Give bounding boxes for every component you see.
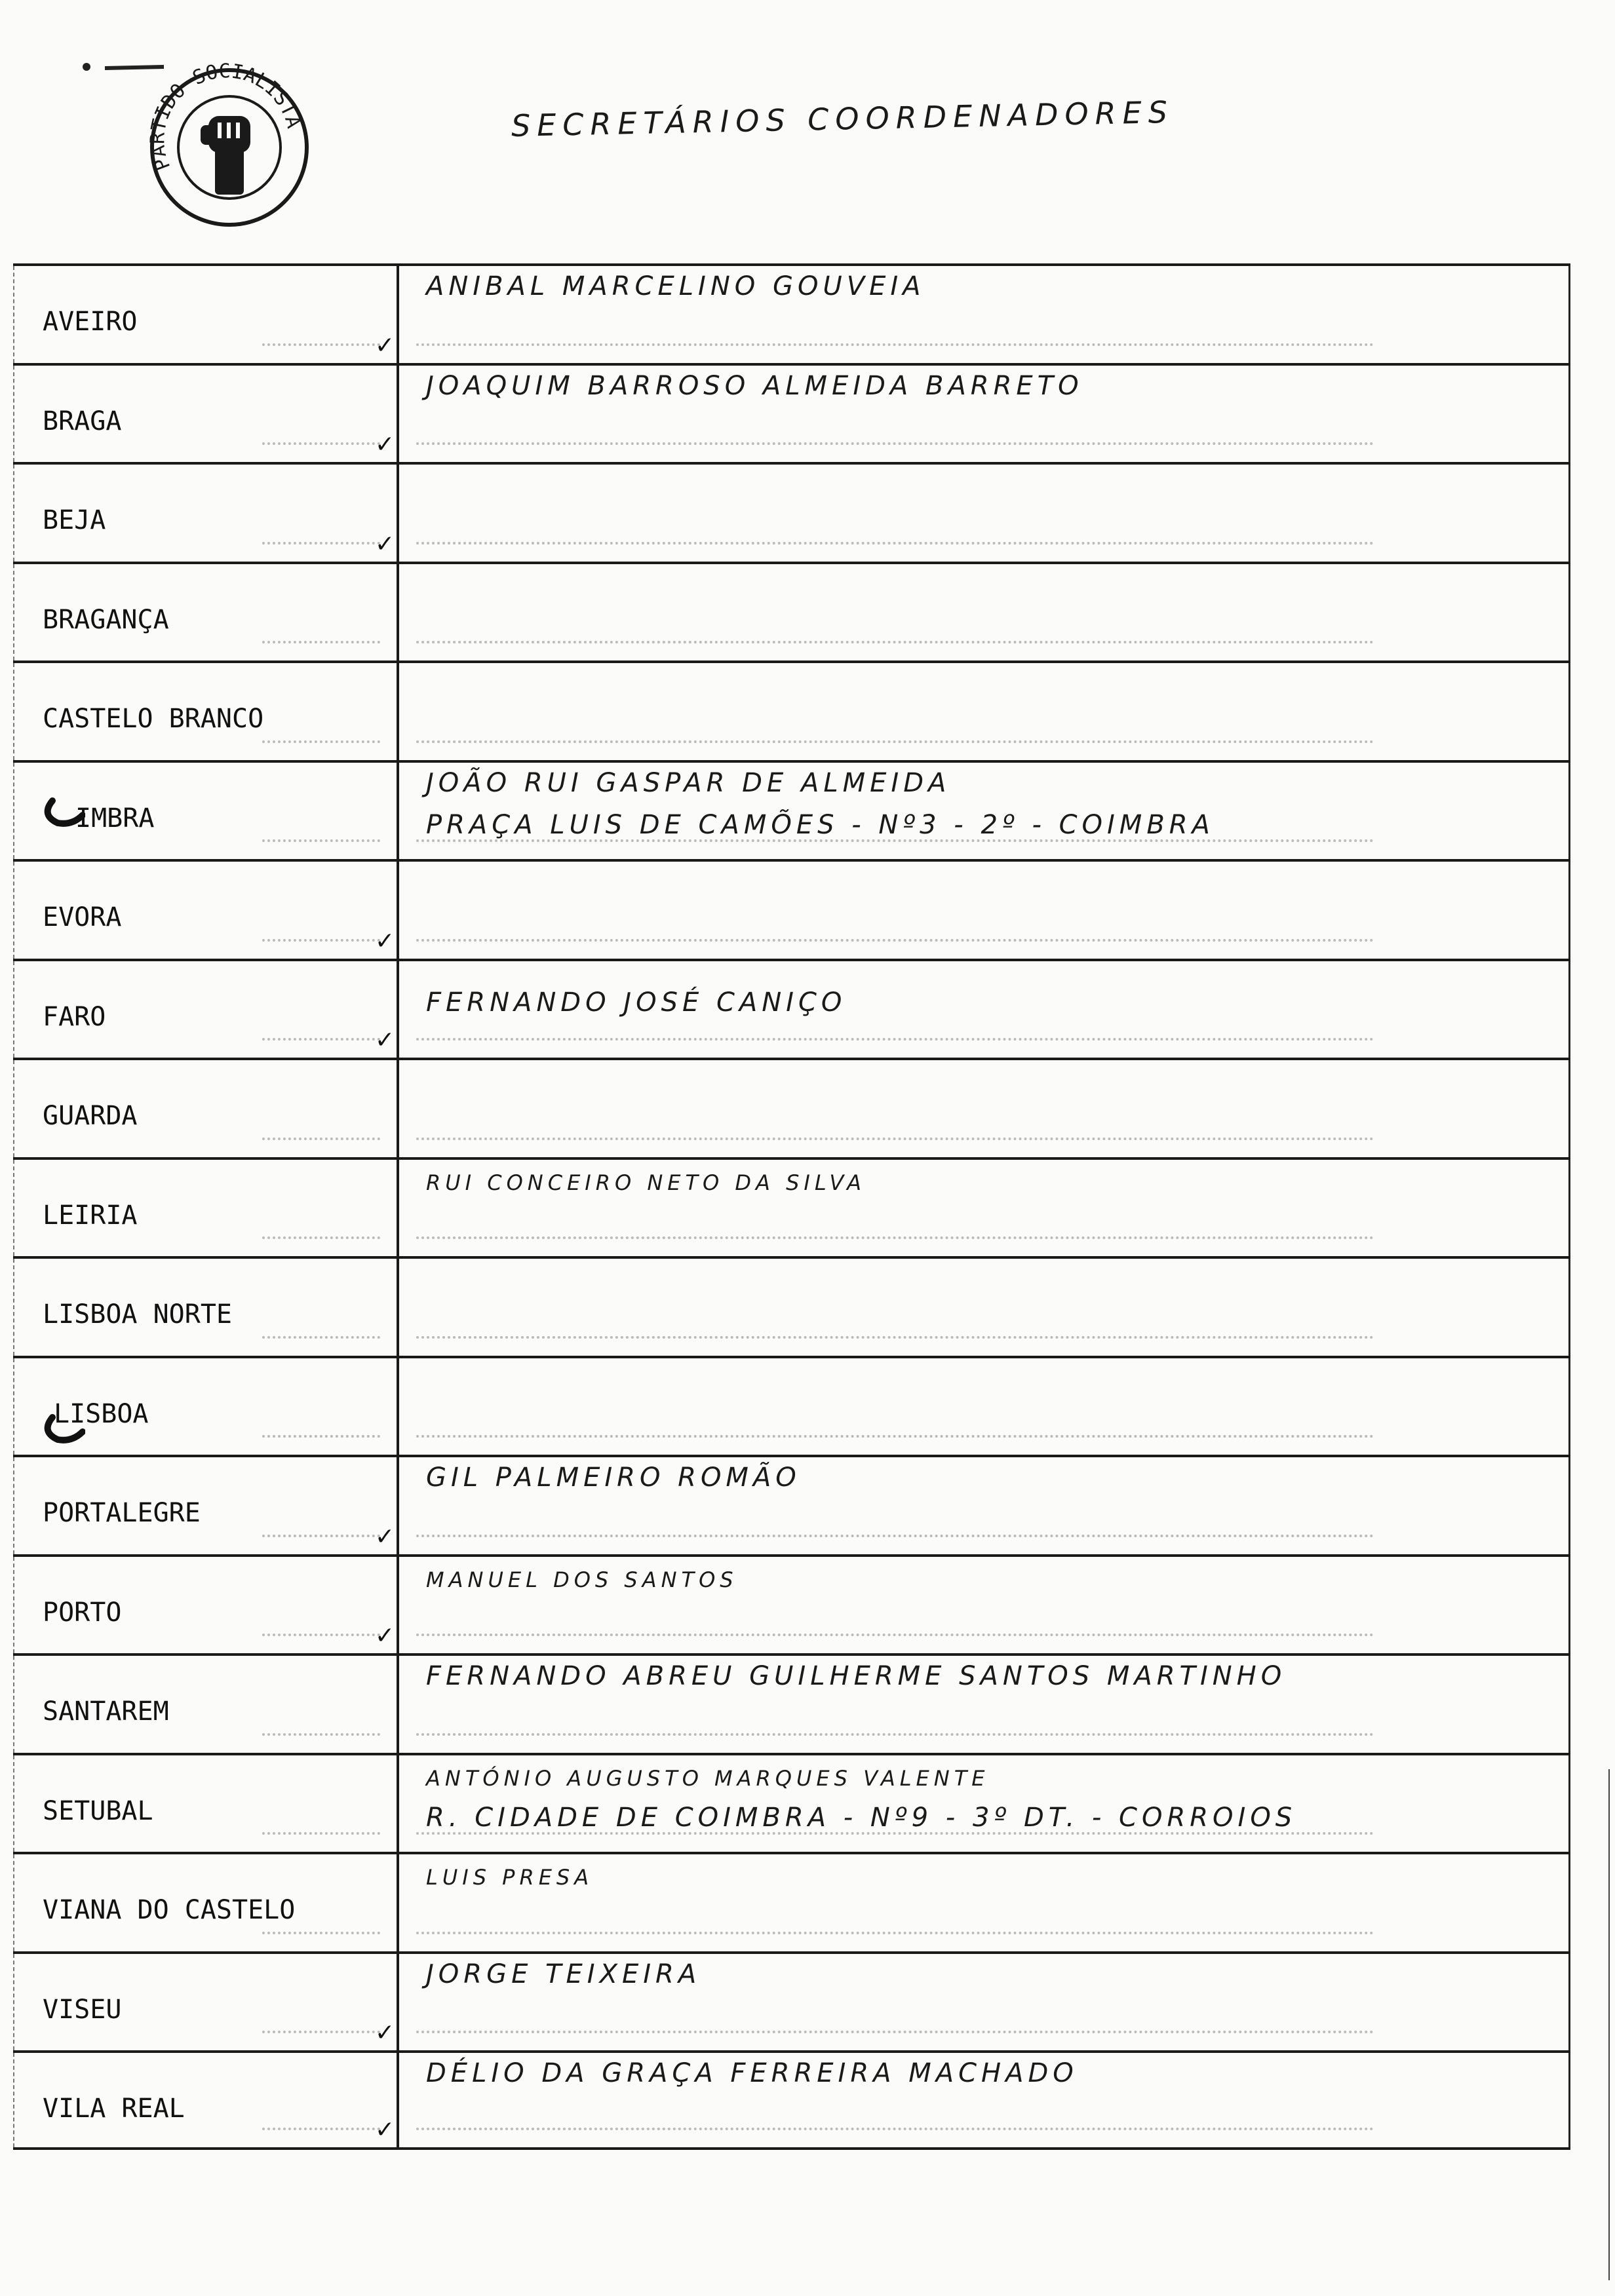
column-divider (397, 1556, 399, 1655)
row-right-border (1568, 1954, 1570, 2051)
dotted-guide (416, 343, 1374, 346)
dotted-guide (416, 1236, 1374, 1239)
coordinators-table (13, 263, 1570, 2150)
handwritten-name: GIL PALMEIRO ROMÃO (426, 1463, 801, 1493)
dotted-guide (416, 442, 1374, 445)
dotted-guide-left (262, 542, 380, 545)
row-right-border (1568, 2053, 1570, 2147)
row-left-border (13, 1854, 14, 1951)
row-left-border (13, 1656, 14, 1753)
row-right-border (1568, 763, 1570, 860)
dotted-guide-left (262, 1634, 380, 1636)
dotted-guide-left (262, 2128, 380, 2130)
district-label: LISBOA NORTE (43, 1299, 232, 1330)
column-divider (397, 265, 399, 364)
district-label: PORTO (43, 1597, 122, 1628)
district-label: GUARDA (43, 1101, 138, 1131)
dotted-guide-left (262, 1535, 380, 1537)
district-label: EVORA (43, 902, 122, 932)
dotted-guide (416, 740, 1374, 743)
handwritten-name: MANUEL DOS SANTOS (426, 1567, 738, 1592)
row-right-border (1568, 465, 1570, 562)
row-left-border (13, 862, 14, 959)
check-mark-icon: ✓ (375, 332, 395, 359)
dotted-guide (416, 641, 1374, 643)
dotted-guide-left (262, 1038, 380, 1041)
dotted-guide-left (262, 1336, 380, 1339)
table-row (13, 1256, 1570, 1356)
district-label: VIANA DO CASTELO (43, 1895, 296, 1925)
district-label: IMBRA (75, 803, 155, 833)
table-row (13, 363, 1570, 463)
dotted-guide (416, 1138, 1374, 1140)
table-row (13, 263, 1570, 363)
column-divider (397, 1059, 399, 1158)
handwritten-name: FERNANDO JOSÉ CANIÇO (426, 987, 847, 1018)
column-divider (397, 563, 399, 662)
handwritten-name: DÉLIO DA GRAÇA FERREIRA MACHADO (426, 2058, 1078, 2088)
column-divider (397, 860, 399, 960)
dotted-guide (416, 542, 1374, 545)
row-right-border (1568, 366, 1570, 463)
table-row (13, 1753, 1570, 1852)
column-divider (397, 1257, 399, 1357)
dotted-guide-left (262, 740, 380, 743)
handwritten-name: ANIBAL MARCELINO GOUVEIA (426, 271, 925, 301)
district-label: LISBOA (54, 1398, 149, 1429)
dotted-guide (416, 1832, 1374, 1835)
check-mark-icon: ✓ (375, 1027, 395, 1054)
dotted-guide (416, 1634, 1374, 1636)
row-left-border (13, 2053, 14, 2147)
dotted-guide-left (262, 343, 380, 346)
row-left-border (13, 1557, 14, 1654)
dotted-guide (416, 839, 1374, 842)
table-row (13, 1554, 1570, 1654)
handwritten-name: ANTÓNIO AUGUSTO MARQUES VALENTE (426, 1765, 990, 1791)
table-row (13, 660, 1570, 760)
table-row (13, 1455, 1570, 1554)
row-right-border (1568, 1656, 1570, 1753)
row-left-border (13, 366, 14, 463)
dotted-guide-left (262, 1733, 380, 1736)
dotted-guide (416, 1535, 1374, 1537)
table-row (13, 959, 1570, 1058)
column-divider (397, 1655, 399, 1754)
district-label: CASTELO BRANCO (43, 704, 264, 734)
table-row (13, 859, 1570, 959)
dotted-guide (416, 2128, 1374, 2130)
row-right-border (1568, 961, 1570, 1058)
table-row (13, 1058, 1570, 1157)
handwritten-name: RUI CONCEIRO NETO DA SILVA (426, 1170, 866, 1195)
check-mark-icon: ✓ (375, 1523, 395, 1550)
dotted-guide (416, 1932, 1374, 1934)
district-label: FARO (43, 1001, 106, 1032)
column-divider (397, 761, 399, 861)
district-label: PORTALEGRE (43, 1498, 201, 1528)
row-left-border (13, 465, 14, 562)
row-right-border (1568, 1557, 1570, 1654)
district-label: BRAGA (43, 406, 122, 436)
district-label: BRAGANÇA (43, 604, 169, 635)
dotted-guide-left (262, 1138, 380, 1140)
handwritten-name: JOAQUIM BARROSO ALMEIDA BARRETO (426, 370, 1083, 401)
table-row (13, 1852, 1570, 1951)
check-mark-icon: ✓ (375, 2019, 395, 2046)
column-divider (397, 1158, 399, 1258)
column-divider (397, 463, 399, 563)
dotted-guide (416, 1733, 1374, 1736)
dotted-guide-left (262, 1236, 380, 1239)
row-left-border (13, 1457, 14, 1554)
dotted-guide-left (262, 1435, 380, 1438)
dotted-guide (416, 2031, 1374, 2033)
row-right-border (1568, 1358, 1570, 1455)
table-row (13, 1951, 1570, 2051)
row-left-border (13, 1259, 14, 1356)
column-divider (397, 662, 399, 761)
handwritten-mark-icon (39, 795, 85, 828)
handwritten-name: JORGE TEIXEIRA (426, 1959, 701, 1989)
row-left-border (13, 1954, 14, 2051)
handwritten-name: LUIS PRESA (426, 1865, 594, 1890)
column-divider (397, 364, 399, 464)
row-right-border (1568, 1060, 1570, 1157)
row-right-border (1568, 1755, 1570, 1852)
dotted-guide (416, 939, 1374, 942)
check-mark-icon: ✓ (375, 1622, 395, 1649)
row-left-border (13, 1358, 14, 1455)
row-right-border (1568, 663, 1570, 760)
check-mark-icon: ✓ (375, 927, 395, 955)
district-label: LEIRIA (43, 1200, 138, 1231)
row-left-border (13, 266, 14, 363)
district-label: VISEU (43, 1994, 122, 2025)
dotted-guide (416, 1038, 1374, 1041)
table-row (13, 1157, 1570, 1257)
check-mark-icon: ✓ (375, 2116, 395, 2143)
row-left-border (13, 1060, 14, 1157)
district-label: BEJA (43, 505, 106, 535)
dotted-guide-left (262, 839, 380, 842)
party-seal-logo (144, 62, 315, 233)
check-mark-icon: ✓ (375, 431, 395, 458)
table-row (13, 462, 1570, 562)
dotted-guide-left (262, 1832, 380, 1835)
district-label: AVEIRO (43, 307, 138, 337)
table-row (13, 1356, 1570, 1455)
dotted-guide-left (262, 2031, 380, 2033)
column-divider (397, 1754, 399, 1854)
row-right-border (1568, 1854, 1570, 1951)
handwritten-name: FERNANDO ABREU GUILHERME SANTOS MARTINHO (426, 1661, 1287, 1691)
row-right-border (1568, 564, 1570, 661)
dotted-guide-left (262, 939, 380, 942)
table-row (13, 562, 1570, 661)
column-divider (397, 2052, 399, 2149)
row-left-border (13, 663, 14, 760)
district-label: VILA REAL (43, 2094, 185, 2124)
column-divider (397, 960, 399, 1060)
handwritten-address: PRAÇA LUIS DE CAMÕES - Nº3 - 2º - COIMBRA (426, 809, 1215, 840)
row-left-border (13, 564, 14, 661)
page-heading: SECRETÁRIOS COORDENADORES (511, 94, 1175, 144)
dotted-guide-left (262, 1932, 380, 1934)
row-right-border (1568, 1160, 1570, 1257)
table-row (13, 1653, 1570, 1753)
row-left-border (13, 1755, 14, 1852)
handwritten-address: R. CIDADE DE COIMBRA - Nº9 - 3º DT. - CORROIOS (426, 1802, 1297, 1833)
column-divider (397, 1456, 399, 1556)
margin-rule (1608, 1769, 1610, 2280)
row-left-border (13, 763, 14, 860)
row-right-border (1568, 1259, 1570, 1356)
handwritten-mark-icon (39, 1412, 85, 1445)
handwritten-name: JOÃO RUI GASPAR DE ALMEIDA (426, 767, 951, 798)
row-right-border (1568, 862, 1570, 959)
raised-fist-icon (201, 116, 250, 195)
svg-text:PARTIDO SOCIALISTA: PARTIDO SOCIALISTA (146, 62, 305, 174)
row-left-border (13, 1160, 14, 1257)
table-row (13, 760, 1570, 860)
check-mark-icon: ✓ (375, 530, 395, 558)
column-divider (397, 1953, 399, 2052)
district-label: SANTAREM (43, 1696, 169, 1727)
row-right-border (1568, 1457, 1570, 1554)
row-right-border (1568, 266, 1570, 363)
column-divider (397, 1357, 399, 1457)
row-left-border (13, 961, 14, 1058)
table-row (13, 2050, 1570, 2150)
district-label: SETUBAL (43, 1795, 153, 1826)
dotted-guide (416, 1336, 1374, 1339)
dotted-guide-left (262, 442, 380, 445)
dotted-guide (416, 1435, 1374, 1438)
dotted-guide-left (262, 641, 380, 643)
column-divider (397, 1853, 399, 1953)
